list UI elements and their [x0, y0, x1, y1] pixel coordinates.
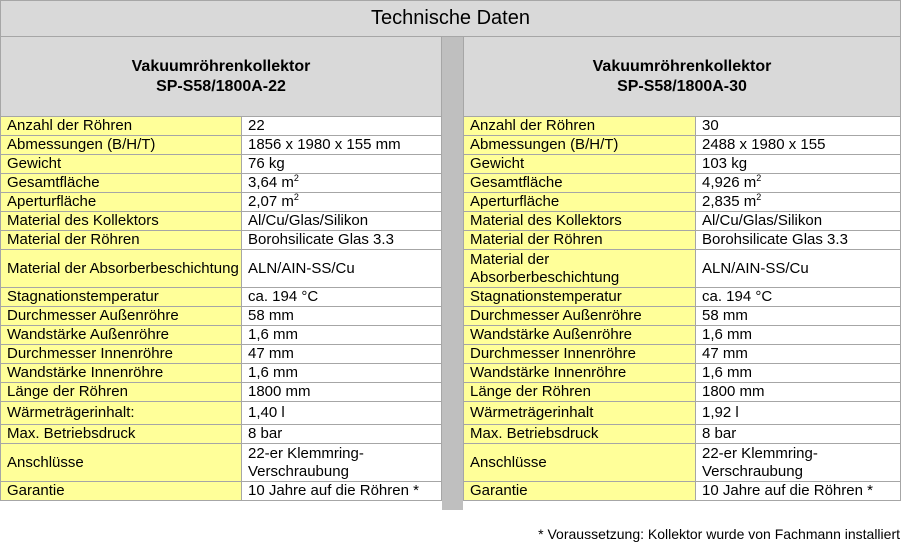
unit-exponent: 2	[293, 192, 299, 202]
table-row	[1, 364, 442, 383]
spec-value	[242, 117, 442, 136]
spec-value	[696, 383, 901, 402]
spec-value-text: 1,6 mm	[248, 364, 299, 381]
spec-label: Wandstärke Innenröhre	[464, 364, 696, 383]
table-row	[1, 482, 442, 501]
table-row	[464, 231, 901, 250]
spec-value	[242, 364, 442, 383]
table-row	[1, 402, 442, 425]
spec-label: Durchmesser Innenröhre	[1, 345, 242, 364]
spec-value-text: 1,6 mm	[248, 326, 299, 343]
spec-value-text: 10 Jahre auf die Röhren *	[248, 482, 419, 499]
spec-label: Gewicht	[464, 155, 696, 174]
spec-value-text: Borohsilicate Glas 3.3	[248, 231, 394, 248]
table-row	[1, 250, 442, 288]
spec-value-text: 30	[702, 117, 719, 134]
spec-label: Aperturfläche	[1, 193, 242, 212]
spec-value	[696, 193, 901, 212]
table-row	[464, 307, 901, 326]
table-row	[1, 383, 442, 402]
table-row	[1, 444, 442, 482]
table-row	[1, 231, 442, 250]
table-row	[464, 193, 901, 212]
spec-label: Wandstärke Außenröhre	[1, 326, 242, 345]
spec-value-text: 10 Jahre auf die Röhren *	[702, 482, 873, 499]
table-row	[464, 345, 901, 364]
spec-value	[242, 174, 442, 193]
spec-value-text: 3,64 m	[248, 174, 294, 191]
table-row	[1, 174, 442, 193]
spec-label: Anschlüsse	[1, 444, 242, 482]
table-row	[464, 155, 901, 174]
spec-value	[242, 345, 442, 364]
spec-label: Wandstärke Außenröhre	[464, 326, 696, 345]
table-row	[1, 136, 442, 155]
spec-label: Gesamtfläche	[464, 174, 696, 193]
spec-value	[696, 345, 901, 364]
spec-label: Gewicht	[1, 155, 242, 174]
spec-value	[242, 383, 442, 402]
spec-label: Stagnationstemperatur	[1, 288, 242, 307]
spec-value	[696, 174, 901, 193]
spec-value	[242, 212, 442, 231]
spec-value	[696, 307, 901, 326]
spec-label: Material der Absorberbeschichtung	[1, 250, 242, 288]
spec-value-text: 103 kg	[702, 155, 748, 172]
spec-value-text: 1800 mm	[248, 383, 311, 400]
table-row	[1, 288, 442, 307]
spec-value-text: 4,926 m	[702, 174, 757, 191]
model-name: Vakuumröhrenkollektor	[131, 57, 311, 75]
model-number: SP-S58/1800A-22	[156, 77, 286, 95]
spec-label: Durchmesser Innenröhre	[464, 345, 696, 364]
spec-label: Gesamtfläche	[1, 174, 242, 193]
spec-value-text: 1,40 l	[248, 404, 285, 421]
spec-value-text: 8 bar	[248, 425, 283, 442]
spec-value-text: 1800 mm	[702, 383, 765, 400]
spec-value	[696, 326, 901, 345]
spec-value	[696, 402, 901, 425]
table-row	[464, 364, 901, 383]
spec-value-text: 58 mm	[248, 307, 294, 324]
spec-value-text: ALN/AIN-SS/Cu	[248, 259, 355, 277]
spec-value-text: 22	[248, 117, 265, 134]
spec-value	[696, 482, 901, 501]
table-row	[464, 402, 901, 425]
table-row	[1, 193, 442, 212]
spec-value-text: 47 mm	[702, 345, 748, 362]
spec-value	[696, 444, 901, 482]
spec-value-text: 1,92 l	[702, 404, 739, 421]
spec-value	[242, 402, 442, 425]
spec-label: Länge der Röhren	[464, 383, 696, 402]
spec-value-text: Al/Cu/Glas/Silikon	[702, 212, 823, 229]
spec-value-text: Borohsilicate Glas 3.3	[702, 231, 848, 248]
unit-exponent: 2	[756, 173, 762, 183]
spec-value-text: 76 kg	[248, 155, 285, 172]
spec-value-text: 22-er Klemmring-Verschraubung	[702, 444, 818, 480]
spec-value	[242, 482, 442, 501]
table-row	[464, 136, 901, 155]
spec-label: Material der Röhren	[464, 231, 696, 250]
spec-label: Material der Absorberbeschichtung	[464, 250, 696, 288]
model-name: Vakuumröhrenkollektor	[592, 57, 772, 75]
spec-value	[696, 231, 901, 250]
spec-value-text: 1,6 mm	[702, 364, 753, 381]
spec-label: Garantie	[1, 482, 242, 501]
spec-value-text: 1,6 mm	[702, 326, 753, 343]
spec-label: Abmessungen (B/H/T)	[1, 136, 242, 155]
spec-value	[696, 250, 901, 288]
spec-label: Stagnationstemperatur	[464, 288, 696, 307]
spec-value	[696, 288, 901, 307]
spec-value-text: 1856 x 1980 x 155 mm	[248, 136, 401, 153]
spec-label: Max. Betriebsdruck	[464, 425, 696, 444]
spec-value-text: 2,07 m	[248, 193, 294, 210]
spec-value	[242, 307, 442, 326]
table-row	[464, 444, 901, 482]
table-row	[464, 212, 901, 231]
spec-value-text: 47 mm	[248, 345, 294, 362]
panel-header	[0, 37, 442, 116]
table-row	[1, 212, 442, 231]
spec-panel-left	[0, 37, 442, 501]
table-row	[464, 250, 901, 288]
table-row	[464, 174, 901, 193]
table-row	[1, 155, 442, 174]
spec-value	[696, 425, 901, 444]
spec-value	[696, 212, 901, 231]
spec-value	[242, 326, 442, 345]
spec-label: Wärmeträgerinhalt:	[1, 402, 242, 425]
model-number: SP-S58/1800A-30	[617, 77, 747, 95]
page-title: Technische Daten	[0, 0, 901, 37]
table-row	[464, 326, 901, 345]
spec-value-text: ALN/AIN-SS/Cu	[702, 259, 809, 277]
spec-label: Anschlüsse	[464, 444, 696, 482]
table-row	[1, 307, 442, 326]
table-row	[464, 482, 901, 501]
spec-table	[0, 116, 442, 501]
unit-exponent: 2	[756, 192, 762, 202]
spec-label: Max. Betriebsdruck	[1, 425, 242, 444]
spec-table	[463, 116, 901, 501]
spec-value	[696, 117, 901, 136]
spec-value-text: 2,835 m	[702, 193, 757, 210]
spec-value-text: 8 bar	[702, 425, 737, 442]
spec-value-text: Al/Cu/Glas/Silikon	[248, 212, 369, 229]
spec-value	[242, 250, 442, 288]
spec-value	[242, 425, 442, 444]
spec-value	[242, 288, 442, 307]
table-row	[1, 425, 442, 444]
panel-header	[463, 37, 901, 116]
spec-label: Länge der Röhren	[1, 383, 242, 402]
spec-value-text: 2488 x 1980 x 155	[702, 136, 826, 153]
spec-label: Material der Röhren	[1, 231, 242, 250]
spec-label: Abmessungen (B/H/T)	[464, 136, 696, 155]
table-row	[1, 117, 442, 136]
spec-value	[696, 155, 901, 174]
table-row	[1, 345, 442, 364]
spec-label: Wandstärke Innenröhre	[1, 364, 242, 383]
spec-value	[242, 155, 442, 174]
table-row	[464, 383, 901, 402]
spec-value-text: ca. 194 °C	[702, 288, 773, 305]
table-row	[464, 117, 901, 136]
unit-exponent: 2	[293, 173, 299, 183]
spec-label: Wärmeträgerinhalt	[464, 402, 696, 425]
table-row	[464, 288, 901, 307]
spec-label: Aperturfläche	[464, 193, 696, 212]
spec-panel-right	[463, 37, 901, 501]
spec-label: Material des Kollektors	[1, 212, 242, 231]
spec-label: Anzahl der Röhren	[1, 117, 242, 136]
table-row	[1, 326, 442, 345]
table-row	[464, 425, 901, 444]
spec-label: Durchmesser Außenröhre	[464, 307, 696, 326]
spec-value	[696, 136, 901, 155]
spec-label: Durchmesser Außenröhre	[1, 307, 242, 326]
spec-value	[242, 193, 442, 212]
spec-value	[696, 364, 901, 383]
spec-value	[242, 136, 442, 155]
spec-label: Anzahl der Röhren	[464, 117, 696, 136]
column-divider	[442, 37, 463, 510]
spec-value-text: 58 mm	[702, 307, 748, 324]
footnote: * Voraussetzung: Kollektor wurde von Fachmann installiert	[538, 526, 900, 542]
spec-value-text: ca. 194 °C	[248, 288, 319, 305]
spec-value	[242, 444, 442, 482]
spec-value-text: 22-er Klemmring-Verschraubung	[248, 444, 364, 480]
spec-value	[242, 231, 442, 250]
spec-label: Garantie	[464, 482, 696, 501]
spec-label: Material des Kollektors	[464, 212, 696, 231]
